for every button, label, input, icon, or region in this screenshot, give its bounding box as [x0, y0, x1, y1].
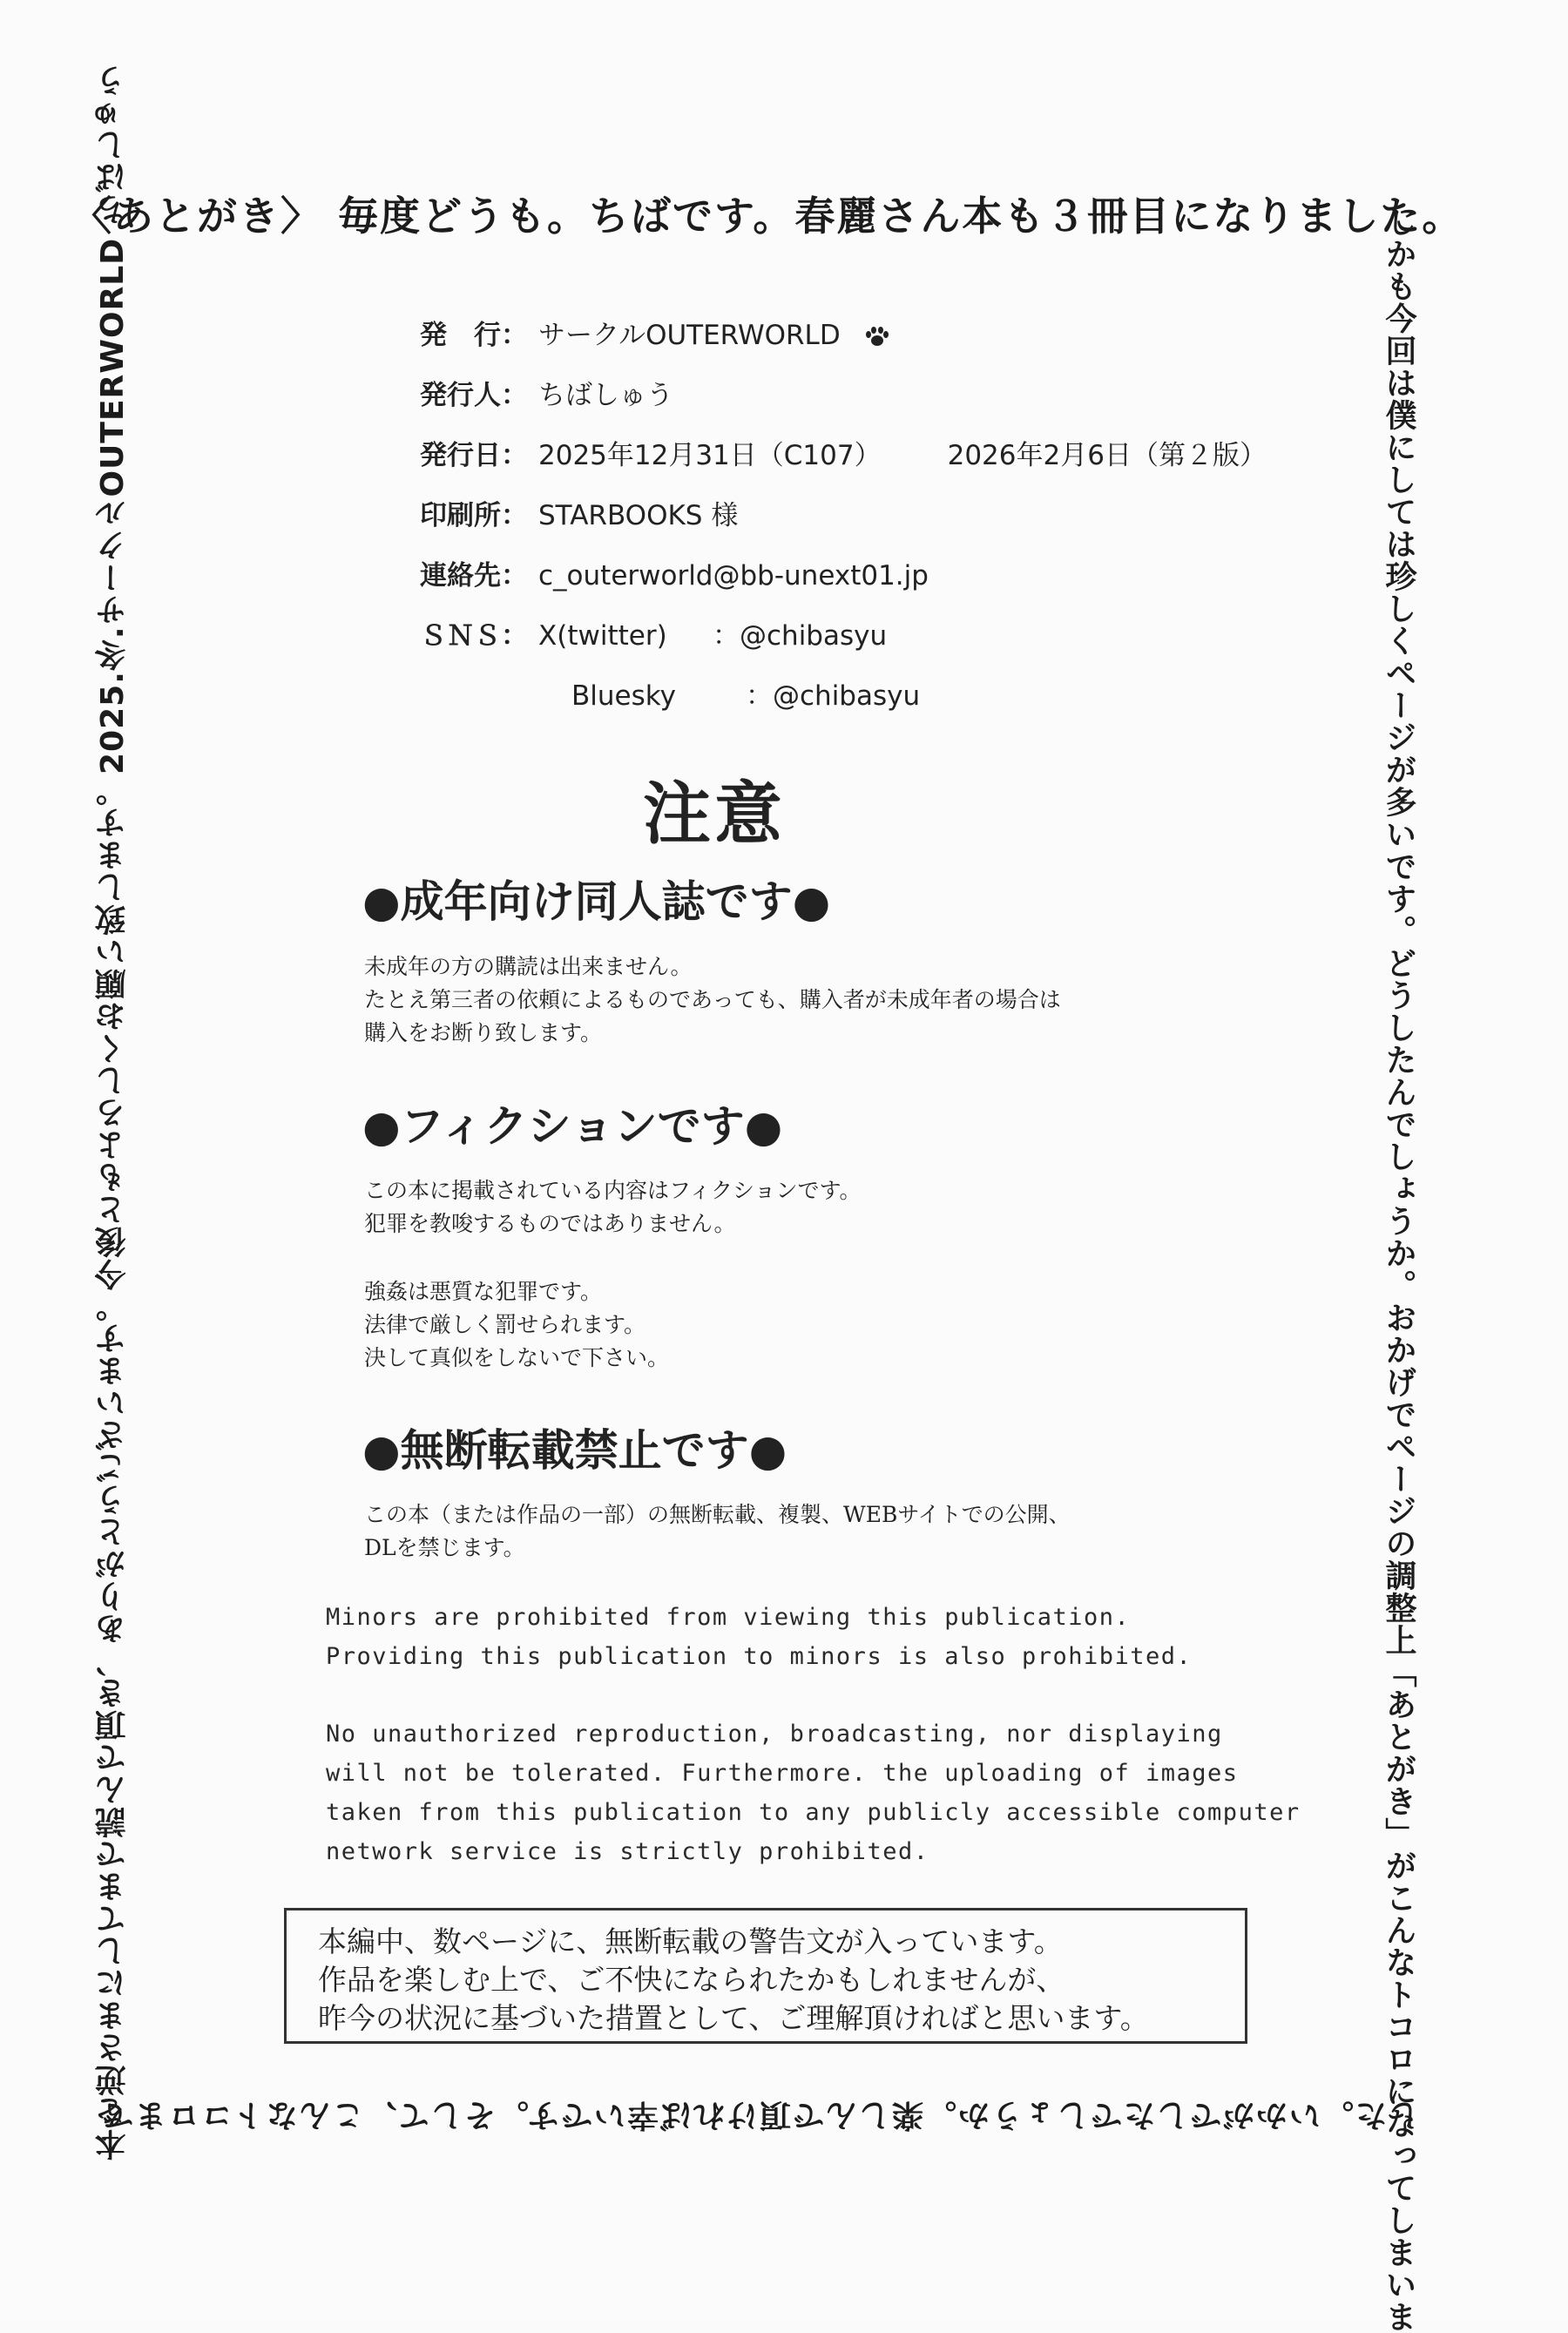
- afterword-left-text: 本を逆さまにしてまで読んで頂き、ありがとうございます。今後ともよろしくお願い致します。2025.冬.サークルOUTERWORLD ちばしゅう: [95, 64, 131, 2161]
- colophon-contact: [420, 554, 1267, 614]
- section-adult-heading: ●成年向け同人誌です●: [362, 876, 831, 927]
- section-reprint-line: DLを禁じます。: [364, 1535, 525, 1560]
- section-fiction-line: 強姦は悪質な犯罪です。: [364, 1279, 603, 1304]
- sns-x-value: ：@chibasyu: [713, 620, 888, 652]
- sns-bluesky-label: Bluesky: [571, 680, 676, 712]
- section-fiction-line: 決して真似をしないで下さい。: [364, 1345, 670, 1370]
- colophon-sns-bluesky: [420, 674, 1267, 734]
- contact-label: 連絡先：: [420, 560, 528, 592]
- section-fiction-line: この本に掲載されている内容はフィクションです。: [364, 1178, 862, 1203]
- section-reprint-body: [364, 1498, 1071, 1565]
- section-fiction-line: 法律で厳しく罰せられます。: [364, 1312, 646, 1337]
- section-reprint-heading: ●無断転載禁止です●: [362, 1424, 787, 1476]
- colophon-sns: [420, 614, 1267, 674]
- paw-icon: [865, 327, 889, 348]
- sns-bluesky-value: ：@chibasyu: [746, 680, 921, 712]
- colophon-printer: [420, 494, 1267, 554]
- english-line: network service is strictly prohibited.: [326, 1838, 929, 1865]
- date-label: 発行日：: [420, 440, 528, 471]
- section-adult-line: 購入をお断り致します。: [364, 1020, 603, 1045]
- section-fiction-body: [364, 1174, 862, 1241]
- sns-label: ＳＮＳ：: [420, 620, 528, 652]
- colophon-author: [420, 374, 1267, 434]
- publisher-label: 発 行：: [420, 320, 528, 351]
- author-label: 発行人：: [420, 380, 528, 411]
- english-line: will not be tolerated. Furthermore. the uploading of images: [326, 1760, 1239, 1787]
- section-adult-line: 未成年の方の購読は出来ません。: [364, 954, 693, 979]
- english-line: Minors are prohibited from viewing this publication.: [326, 1604, 1131, 1631]
- afterword-label: 〈あとがき〉: [71, 193, 322, 240]
- english-line: Providing this publication to minors is also prohibited.: [326, 1643, 1193, 1670]
- printer-value: STARBOOKS 様: [538, 500, 739, 531]
- warning-box: [284, 1908, 1247, 2044]
- afterword-top-text: 毎度どうも。ちばです。春麗さん本も３冊目になりました。: [338, 193, 1464, 240]
- date-value: 2025年12月31日（C107）: [538, 440, 882, 471]
- publisher-value: サークルOUTERWORLD: [538, 320, 841, 351]
- contact-value: c_outerworld@bb-unext01.jp: [538, 560, 929, 592]
- warning-line: 昨今の状況に基づいた措置として、ご理解頂ければと思います。: [318, 2001, 1149, 2035]
- section-reprint-line: この本（または作品の一部）の無断転載、複製、WEBサイトでの公開、: [364, 1502, 1071, 1527]
- section-adult-body: [364, 950, 1061, 1050]
- author-value: ちばしゅう: [538, 380, 673, 411]
- printer-label: 印刷所：: [420, 500, 528, 531]
- english-line: No unauthorized reproduction, broadcasting, nor displaying: [326, 1721, 1223, 1748]
- warning-line: 本編中、数ページに、無断転載の警告文が入っています。: [318, 1924, 1063, 1958]
- afterword-right-text: しかも今回は僕にしては珍しくページが多いです。どうしたんでしょうか。おかげでページの調整上「あとがき」がこんなトコロになってしまいま: [1381, 206, 1416, 2333]
- afterword-bottom-text: した。いかがでしたでしょうか。楽しんで頂ければ幸いです。そして、こんなトコロまで: [100, 2097, 1420, 2133]
- section-fiction-line: 犯罪を教唆するものではありません。: [364, 1211, 736, 1236]
- english-reproduction-notice: [326, 1714, 1301, 1871]
- date-second-edition: 2026年2月6日（第２版）: [947, 440, 1267, 471]
- sns-x-label: X(twitter): [538, 620, 667, 652]
- colophon-date: [420, 434, 1267, 494]
- section-adult-line: たとえ第三者の依頼によるものであっても、購入者が未成年者の場合は: [364, 987, 1061, 1012]
- warning-line: 作品を楽しむ上で、ご不快になられたかもしれませんが、: [318, 1963, 1065, 1997]
- english-minors-notice: [326, 1598, 1192, 1676]
- afterword-top-line: [71, 185, 1463, 242]
- notice-title: 注意: [642, 774, 786, 854]
- english-line: taken from this publication to any publicly accessible computer: [326, 1799, 1301, 1826]
- colophon: [420, 314, 1267, 734]
- section-fiction-body-2: [364, 1275, 669, 1375]
- section-fiction-heading: ●フィクションです●: [362, 1100, 783, 1152]
- colophon-publisher: [420, 314, 1267, 374]
